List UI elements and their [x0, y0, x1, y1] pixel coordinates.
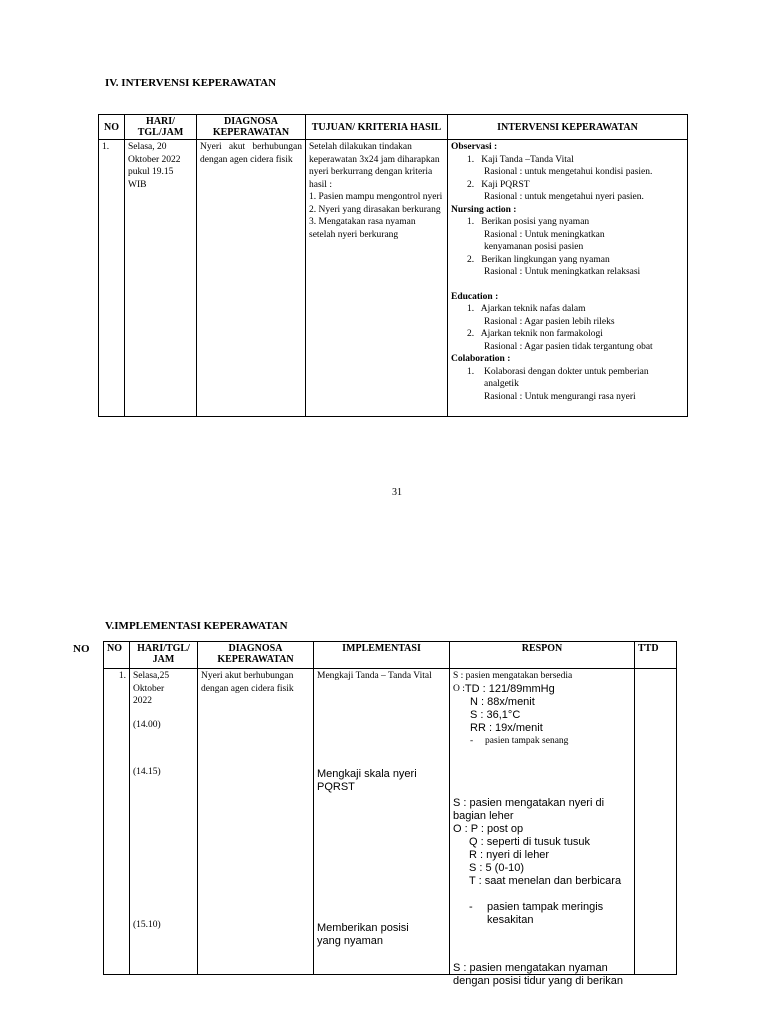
header-respon: RESPON — [450, 642, 635, 669]
row-goal — [306, 140, 448, 417]
rasional-text: Rasional : Untuk meningkatkan relaksasi — [484, 267, 641, 277]
respon-block — [453, 797, 631, 927]
pqrst-item: S : 5 (0-10) — [469, 862, 525, 874]
list-item: 1. Berikan posisi yang nyaman — [467, 217, 590, 227]
row-signature — [635, 669, 677, 975]
education-heading: Education : — [451, 291, 499, 302]
row-intervention — [448, 140, 688, 417]
row-no: 1. — [104, 669, 130, 975]
observasi-heading: Observasi : — [451, 142, 498, 152]
rasional-text: Rasional : Agar pasien tidak tergantung obat — [484, 341, 653, 352]
table-row — [99, 140, 688, 417]
header-intervention: INTERVENSI KEPERAWATAN — [448, 115, 688, 140]
row-respon — [450, 669, 635, 987]
rasional-text: Rasional : Untuk mengurangi rasa nyeri — [484, 391, 636, 402]
goal-item: 1. Pasien mampu mengontrol nyeri — [309, 192, 443, 202]
row-date: Selasa, 20 Oktober 2022 pukul 19.15 WIB — [125, 140, 197, 417]
vital-sign: RR : 19x/menit — [470, 721, 543, 734]
row-diagnosis: Nyeri akut berhubungan dengan agen cidera fisik — [197, 140, 306, 417]
header-date: HARI/ TGL/JAM — [125, 115, 197, 140]
row-date-time — [130, 669, 198, 975]
row-diagnosis: Nyeri akut berhubungan dengan agen cidera fisik — [198, 669, 314, 975]
list-item: 1. Kaji Tanda –Tanda Vital — [467, 154, 574, 165]
respon-subjective: S : pasien mengatakan bersedia — [453, 671, 573, 681]
page-number: 31 — [392, 487, 402, 498]
header-diagnosis: DIAGNOSA KEPERAWATAN — [197, 115, 306, 140]
implementation-item: Mengkaji skala nyeri PQRST — [317, 768, 417, 793]
header-diagnosis: DIAGNOSA KEPERAWATAN — [198, 642, 314, 669]
respon-subjective: S : pasien mengatakan nyaman dengan posisi tidur yang di berikan — [453, 962, 624, 987]
respon-objective: O : P : post op — [453, 823, 524, 835]
row-implementation — [314, 669, 450, 975]
goal-item: 2. Nyeri yang dirasakan berkurang — [309, 204, 441, 215]
entry-time: (14.15) — [133, 767, 161, 777]
section-title-intervensi: IV. INTERVENSI KEPERAWATAN — [105, 77, 277, 89]
rasional-text: Rasional : untuk mengetahui kondisi pasien. — [484, 167, 653, 177]
pqrst-item: Q : seperti di tusuk tusuk — [469, 836, 591, 848]
row-date: Selasa,25 Oktober 2022 — [133, 671, 170, 706]
intervention-header-row — [99, 115, 688, 140]
vital-sign: N : 88x/menit — [470, 695, 535, 708]
list-item: 2. Kaji PQRST — [467, 179, 530, 190]
respon-note: - pasien tampak senang — [470, 735, 569, 746]
goal-item: 3. Mengatakan rasa nyaman setelah nyeri berkurang — [309, 217, 416, 240]
list-item: 2. Berikan lingkungan yang nyaman — [467, 254, 610, 265]
nursing-heading: Nursing action : — [451, 204, 517, 215]
goal-intro: Setelah dilakukan tindakan keperawatan 3x24 jam diharapkan nyeri berkurrang dengan kriteria hasil : — [309, 142, 440, 190]
rasional-text: Rasional : Agar pasien lebih rileks — [484, 316, 615, 327]
header-date: HARI/TGL/ JAM — [130, 642, 198, 669]
header-no: NO — [99, 115, 125, 140]
collaboration-heading: Colaboration : — [451, 354, 511, 364]
list-item: 1. Kolaborasi dengan dokter untuk pemberian analgetik — [467, 366, 649, 389]
implementation-header-row — [104, 642, 677, 669]
rasional-text: Rasional : untuk mengetahui nyeri pasien. — [484, 192, 644, 202]
list-item: 2. Ajarkan teknik non farmakologi — [467, 329, 603, 339]
implementation-item: Memberikan posisi yang nyaman — [317, 922, 409, 947]
respon-note: - pasien tampak meringis kesakitan — [469, 901, 604, 926]
pqrst-item: R : nyeri di leher — [469, 849, 550, 861]
pqrst-item: T : saat menelan dan berbicara — [469, 875, 622, 887]
vital-sign: S : 36,1°C — [470, 708, 521, 721]
entry-time: (15.10) — [133, 920, 161, 930]
entry-time: (14.00) — [133, 720, 161, 730]
implementation-table — [103, 641, 677, 987]
header-no: NO — [104, 642, 130, 669]
outside-no-label: NO — [73, 643, 90, 655]
header-ttd: TTD — [635, 642, 677, 669]
header-implementation: IMPLEMENTASI — [314, 642, 450, 669]
respon-subjective: S : pasien mengatakan nyeri di bagian leher — [453, 797, 605, 822]
respon-objective: O : TD : 121/89mmHg — [453, 682, 555, 695]
list-item: 1. Ajarkan teknik nafas dalam — [467, 304, 586, 314]
row-no: 1. — [99, 140, 125, 417]
table-row — [104, 669, 677, 975]
implementation-item: Mengkaji Tanda – Tanda Vital — [317, 671, 432, 681]
intervention-table — [98, 114, 688, 417]
rasional-text: Rasional : Untuk meningkatkan kenyamanan posisi pasien — [484, 229, 605, 252]
header-goal: TUJUAN/ KRITERIA HASIL — [306, 115, 448, 140]
vital-sign: TD : 121/89mmHg — [464, 682, 555, 695]
section-title-implementasi: V.IMPLEMENTASI KEPERAWATAN — [105, 620, 288, 632]
